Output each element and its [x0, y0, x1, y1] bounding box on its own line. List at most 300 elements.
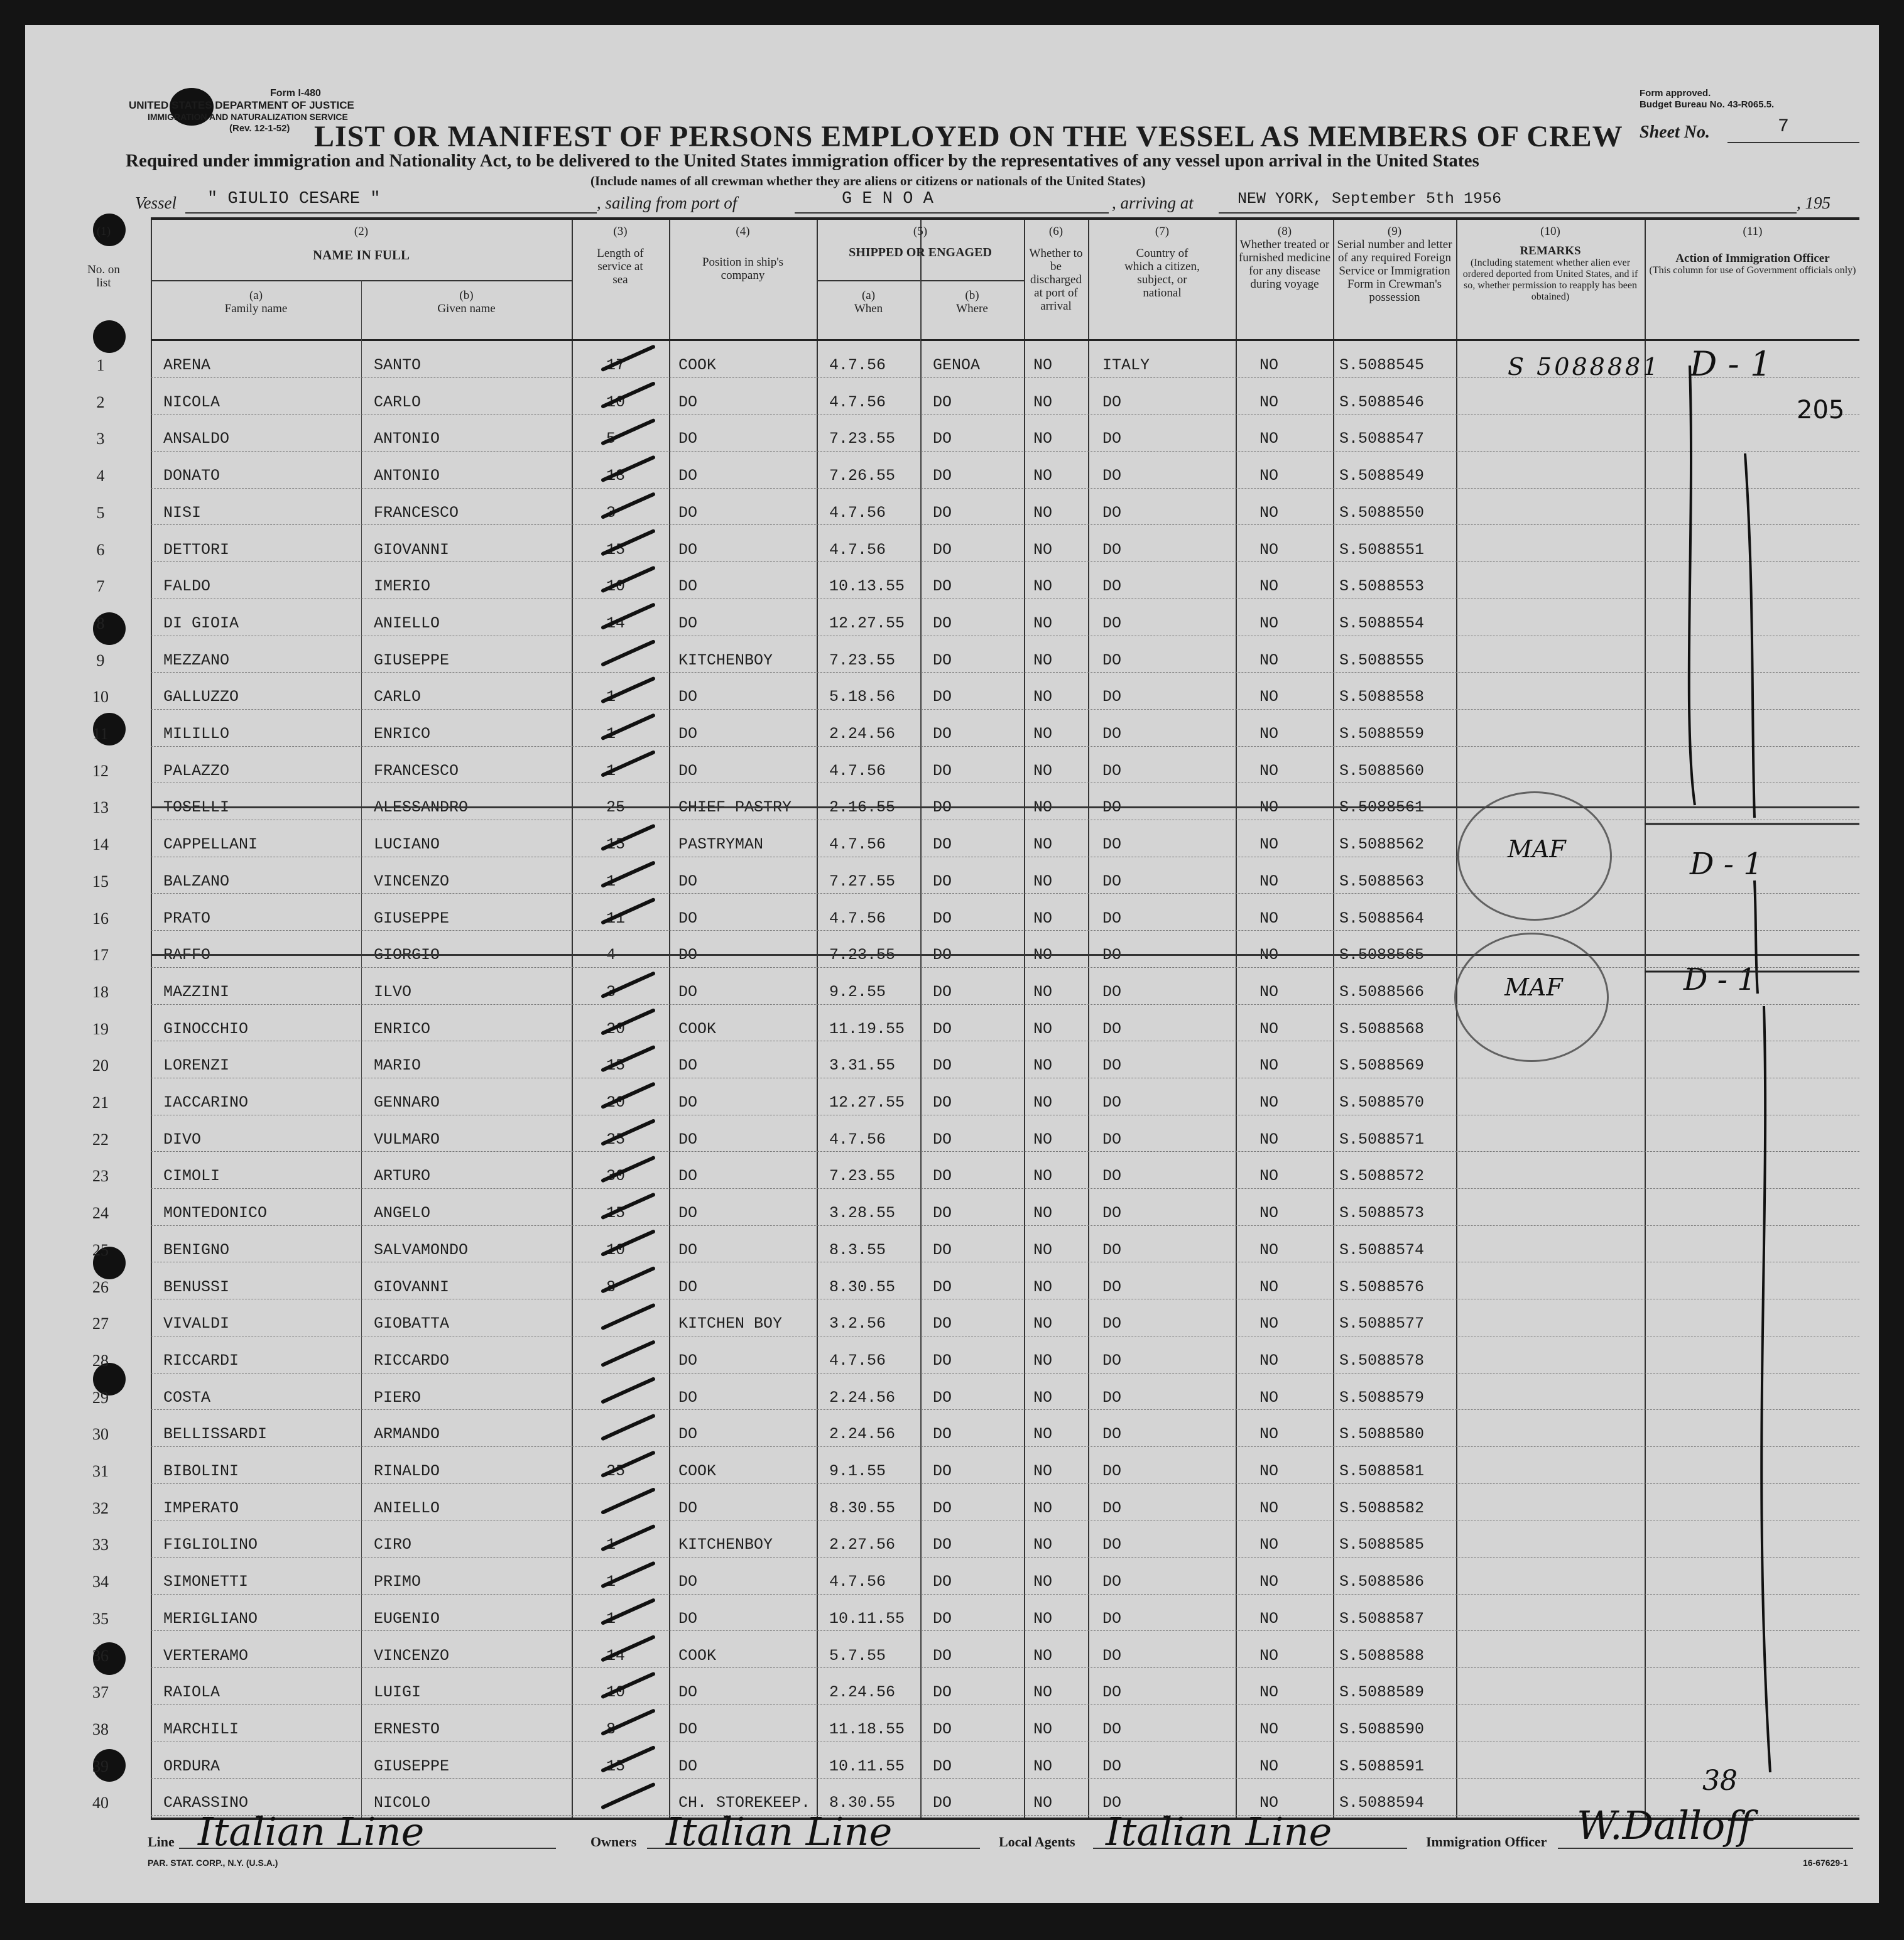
service-cell: 10: [606, 1683, 626, 1702]
row-number: 8: [96, 614, 105, 632]
position-cell: DO: [678, 1757, 698, 1775]
service-cell: 25: [606, 1462, 626, 1480]
col6-label: Whether to be discharged at port of arrival: [1029, 247, 1083, 313]
row-number: 29: [92, 1388, 109, 1407]
discharge-cell: NO: [1033, 1536, 1053, 1554]
shipped-when-cell: 2.24.56: [829, 1388, 896, 1407]
serial-number-cell: S.5088570: [1339, 1093, 1425, 1112]
discharge-cell: NO: [1033, 909, 1053, 928]
service-pen-marks: [572, 340, 823, 1815]
col2b-header: [361, 289, 572, 315]
manifest-page: [25, 25, 1879, 1903]
shipped-when-cell: 4.7.56: [829, 1130, 886, 1149]
family-name-cell: CIMOLI: [163, 1167, 220, 1186]
family-name-cell: DONATO: [163, 467, 220, 485]
row-number: 34: [92, 1573, 109, 1591]
medicine-cell: NO: [1259, 1130, 1279, 1149]
country-cell: DO: [1102, 1388, 1122, 1407]
given-name-cell: FRANCESCO: [374, 761, 459, 780]
family-name-cell: RICCARDI: [163, 1351, 239, 1370]
serial-number-cell: S.5088559: [1339, 725, 1425, 743]
discharge-cell: NO: [1033, 1314, 1053, 1333]
vessel-label: Vessel: [135, 193, 177, 212]
pen-slash: [603, 1527, 653, 1549]
position-cell: DO: [678, 1388, 698, 1407]
position-cell: DO: [678, 688, 698, 707]
discharge-cell: NO: [1033, 651, 1053, 669]
family-name-cell: SIMONETTI: [163, 1573, 249, 1591]
table-row: [92, 672, 1859, 710]
country-cell: DO: [1102, 1130, 1122, 1149]
family-name-cell: FALDO: [163, 577, 211, 596]
col2a-header: [151, 289, 361, 315]
port-underline: [795, 212, 1109, 214]
col2-number: (2): [354, 225, 369, 238]
medicine-cell: NO: [1259, 1462, 1279, 1480]
row-number: 14: [92, 835, 109, 854]
pen-slash: [603, 1195, 653, 1217]
given-name-cell: MARIO: [374, 1056, 422, 1075]
row-number: 39: [92, 1757, 109, 1775]
discharge-cell: NO: [1033, 688, 1053, 707]
shipped-where-cell: DO: [933, 1462, 952, 1480]
shipped-when-cell: 2.27.56: [829, 1536, 896, 1554]
serial-number-cell: S.5088589: [1339, 1683, 1425, 1702]
position-cell: CHIEF PASTRY: [678, 798, 792, 817]
col3-number: (3): [613, 225, 628, 238]
family-name-cell: TOSELLI: [163, 798, 230, 817]
shipped-where-cell: DO: [933, 503, 952, 522]
family-name-cell: VERTERAMO: [163, 1646, 249, 1665]
country-cell: DO: [1102, 503, 1122, 522]
serial-number-cell: S.5088587: [1339, 1609, 1425, 1628]
discharge-cell: NO: [1033, 1794, 1053, 1813]
shipped-where-cell: DO: [933, 1425, 952, 1444]
service-cell: 3: [606, 982, 616, 1001]
family-name-cell: MERIGLIANO: [163, 1609, 258, 1628]
medicine-cell: NO: [1259, 1425, 1279, 1444]
pen-slash: [603, 1785, 653, 1807]
agents-signature: Italian Line: [1106, 1809, 1332, 1855]
col7-header: [1091, 225, 1234, 300]
shipped-when-cell: 4.7.56: [829, 835, 886, 854]
table-row: [92, 1262, 1859, 1300]
country-cell: DO: [1102, 1498, 1122, 1517]
shipped-when-cell: 2.16.55: [829, 798, 896, 817]
sailing-port: G E N O A: [842, 190, 933, 209]
discharge-cell: NO: [1033, 1462, 1053, 1480]
serial-number-cell: S.5088594: [1339, 1794, 1425, 1813]
row-number: 17: [92, 946, 109, 965]
table-row: [96, 561, 1859, 599]
col11-number: (11): [1743, 225, 1763, 238]
col4-label: Position in ship's company: [702, 256, 784, 282]
country-cell: DO: [1102, 1019, 1122, 1038]
given-name-cell: VULMARO: [374, 1130, 440, 1149]
shipped-where-cell: DO: [933, 1314, 952, 1333]
table-row: [92, 1115, 1859, 1152]
position-cell: DO: [678, 1204, 698, 1223]
inspector-bracket-lines: [1645, 340, 1859, 1815]
shipped-where-cell: DO: [933, 540, 952, 559]
service-cell: 1: [606, 1609, 616, 1628]
medicine-cell: NO: [1259, 1720, 1279, 1738]
given-name-cell: IMERIO: [374, 577, 431, 596]
shipped-when-cell: 4.7.56: [829, 1351, 886, 1370]
serial-number-cell: S.5088547: [1339, 430, 1425, 448]
country-cell: DO: [1102, 982, 1122, 1001]
discharge-cell: NO: [1033, 835, 1053, 854]
given-name-cell: SALVAMONDO: [374, 1240, 469, 1259]
position-cell: DO: [678, 725, 698, 743]
country-cell: DO: [1102, 1093, 1122, 1112]
col2a-number: (a): [249, 289, 263, 302]
row-number: 19: [92, 1019, 109, 1038]
serial-number-cell: S.5088562: [1339, 835, 1425, 854]
inspector-mark-3: D - 1: [1684, 962, 1756, 997]
country-cell: DO: [1102, 1351, 1122, 1370]
row-number: 6: [96, 540, 105, 559]
pen-slash: [603, 1453, 653, 1475]
given-name-cell: VINCENZO: [374, 872, 450, 891]
country-cell: DO: [1102, 1240, 1122, 1259]
discharge-cell: NO: [1033, 1425, 1053, 1444]
discharge-cell: NO: [1033, 1167, 1053, 1186]
col5-label: SHIPPED OR ENGAGED: [849, 246, 992, 259]
family-name-cell: IMPERATO: [163, 1498, 239, 1517]
row-number: 11: [92, 725, 109, 743]
budget-bureau: Budget Bureau No. 43-R065.5.: [1640, 99, 1775, 110]
table-row: [92, 1041, 1859, 1078]
shipped-where-cell: DO: [933, 430, 952, 448]
position-cell: DO: [678, 1498, 698, 1517]
given-name-cell: ANGELO: [374, 1204, 431, 1223]
col2a-label: Family name: [224, 302, 288, 315]
country-cell: DO: [1102, 909, 1122, 928]
discharge-cell: NO: [1033, 872, 1053, 891]
discharge-cell: NO: [1033, 1683, 1053, 1702]
family-name-cell: MARCHILI: [163, 1720, 239, 1738]
family-name-cell: RAFFO: [163, 946, 211, 965]
col10-label: REMARKS: [1520, 244, 1581, 257]
form-number: Form I-480: [270, 88, 321, 99]
col4-number: (4): [736, 225, 750, 238]
service-cell: 15: [606, 1757, 626, 1775]
discharge-cell: NO: [1033, 1720, 1053, 1738]
discharge-cell: NO: [1033, 356, 1053, 374]
country-cell: DO: [1102, 1646, 1122, 1665]
discharge-cell: NO: [1033, 1130, 1053, 1149]
year-suffix: , 195: [1797, 193, 1831, 212]
discharge-cell: NO: [1033, 503, 1053, 522]
position-cell: DO: [678, 1240, 698, 1259]
serial-number-cell: S.5088569: [1339, 1056, 1425, 1075]
inspector-mark-1: D - 1: [1690, 344, 1772, 384]
family-name-cell: PRATO: [163, 909, 211, 928]
position-cell: DO: [678, 946, 698, 965]
table-row: [92, 1520, 1859, 1558]
service-cell: 10: [606, 577, 626, 596]
pen-slash: [603, 1563, 653, 1586]
row-number: 38: [92, 1720, 109, 1738]
shipped-where-cell: DO: [933, 1351, 952, 1370]
col2-label: NAME IN FULL: [312, 247, 410, 263]
discharge-cell: NO: [1033, 614, 1053, 632]
given-name-cell: CIRO: [374, 1536, 412, 1554]
serial-number-cell: S.5088563: [1339, 872, 1425, 891]
given-name-cell: ENRICO: [374, 1019, 431, 1038]
row-number: 35: [92, 1609, 109, 1628]
shipped-where-cell: DO: [933, 761, 952, 780]
include-note: (Include names of all crewman whether they are aliens or citizens or nationals of the United States): [590, 173, 1146, 188]
family-name-cell: BALZANO: [163, 872, 230, 891]
country-cell: DO: [1102, 540, 1122, 559]
country-cell: DO: [1102, 1277, 1122, 1296]
line-signature: Italian Line: [198, 1809, 425, 1855]
col9-header: [1334, 225, 1455, 304]
row-number: 23: [92, 1167, 109, 1186]
vessel-name: " GIULIO CESARE ": [207, 190, 381, 209]
serial-number-cell: S.5088577: [1339, 1314, 1425, 1333]
row-number: 24: [92, 1204, 109, 1223]
country-cell: DO: [1102, 725, 1122, 743]
country-cell: DO: [1102, 1794, 1122, 1813]
family-name-cell: RAIOLA: [163, 1683, 220, 1702]
row-number: 28: [92, 1351, 109, 1370]
shipped-when-cell: 5.18.56: [829, 688, 896, 707]
col1-number: (1): [96, 225, 111, 238]
discharge-cell: NO: [1033, 577, 1053, 596]
discharge-cell: NO: [1033, 761, 1053, 780]
col5-number: (5): [913, 225, 928, 238]
shipped-when-cell: 9.1.55: [829, 1462, 886, 1480]
given-name-cell: CARLO: [374, 688, 422, 707]
row-number: 7: [96, 577, 105, 596]
shipped-when-cell: 10.11.55: [829, 1757, 905, 1775]
pen-slash: [603, 1600, 653, 1623]
medicine-cell: NO: [1259, 725, 1279, 743]
table-row: [92, 930, 1859, 968]
family-name-cell: BELLISSARDI: [163, 1425, 268, 1444]
row-number: 26: [92, 1277, 109, 1296]
medicine-cell: NO: [1259, 467, 1279, 485]
given-name-cell: GIORGIO: [374, 946, 440, 965]
given-name-cell: VINCENZO: [374, 1646, 450, 1665]
table-row: [92, 1446, 1859, 1484]
shipped-when-cell: 5.7.55: [829, 1646, 886, 1665]
col11-note: (This column for use of Government officials only): [1649, 265, 1856, 276]
discharge-cell: NO: [1033, 1240, 1053, 1259]
col1-label: No. on list: [87, 263, 120, 290]
shipped-where-cell: DO: [933, 1757, 952, 1775]
shipped-when-cell: 4.7.56: [829, 503, 886, 522]
given-name-cell: RICCARDO: [374, 1351, 450, 1370]
service-cell: 8: [606, 1720, 616, 1738]
shipped-when-cell: 2.24.56: [829, 1425, 896, 1444]
shipped-where-cell: DO: [933, 1720, 952, 1738]
table-row: [92, 1336, 1859, 1374]
shipped-when-cell: 9.2.55: [829, 982, 886, 1001]
col9-number: (9): [1387, 225, 1402, 238]
country-cell: DO: [1102, 614, 1122, 632]
discharge-cell: NO: [1033, 1609, 1053, 1628]
stamp-initials: MAF: [1508, 835, 1566, 863]
form-title: LIST OR MANIFEST OF PERSONS EMPLOYED ON THE VESSEL AS MEMBERS OF CREW: [314, 120, 1623, 153]
strike-through-line: [151, 954, 1859, 956]
pen-slash: [603, 752, 653, 775]
serial-number-cell: S.5088588: [1339, 1646, 1425, 1665]
table-row: [96, 525, 1859, 563]
pen-slash: [603, 568, 653, 590]
country-cell: DO: [1102, 577, 1122, 596]
shipped-where-cell: DO: [933, 1536, 952, 1554]
position-cell: DO: [678, 982, 698, 1001]
row-number: 30: [92, 1425, 109, 1444]
agents-label: Local Agents: [999, 1834, 1075, 1850]
shipped-when-cell: 3.31.55: [829, 1056, 896, 1075]
col9-label: Serial number and letter of any required Foreign Service or Immigration Form in Crewman's possession: [1337, 238, 1452, 304]
pen-slash: [603, 1232, 653, 1254]
shipped-when-cell: 4.7.56: [829, 356, 886, 374]
medicine-cell: NO: [1259, 577, 1279, 596]
serial-number-cell: S.5088545: [1339, 356, 1425, 374]
pen-slash: [603, 1342, 653, 1365]
serial-number-cell: S.5088571: [1339, 1130, 1425, 1149]
serial-number-cell: S.5088558: [1339, 688, 1425, 707]
shipped-where-cell: DO: [933, 1277, 952, 1296]
discharge-cell: NO: [1033, 1646, 1053, 1665]
position-cell: DO: [678, 1093, 698, 1112]
pen-slash: [603, 826, 653, 848]
page-number-handwritten: 205: [1797, 396, 1845, 425]
row-number: 37: [92, 1683, 109, 1702]
country-cell: ITALY: [1102, 356, 1150, 374]
col5b-header: [920, 289, 1024, 315]
country-cell: DO: [1102, 651, 1122, 669]
family-name-cell: VIVALDI: [163, 1314, 230, 1333]
discharge-cell: NO: [1033, 946, 1053, 965]
given-name-cell: EUGENIO: [374, 1609, 440, 1628]
shipped-where-cell: DO: [933, 1204, 952, 1223]
pen-slash: [603, 494, 653, 517]
row-number: 36: [92, 1646, 109, 1665]
position-cell: DO: [678, 1720, 698, 1738]
shipped-where-cell: DO: [933, 1646, 952, 1665]
shipped-where-cell: DO: [933, 835, 952, 854]
pen-slash: [603, 531, 653, 554]
service-cell: 1: [606, 688, 616, 707]
serial-number-cell: S.5088574: [1339, 1240, 1425, 1259]
position-cell: KITCHEN BOY: [678, 1314, 783, 1333]
serial-number-cell: S.5088590: [1339, 1720, 1425, 1738]
medicine-cell: NO: [1259, 1093, 1279, 1112]
col7-number: (7): [1155, 225, 1170, 238]
medicine-cell: NO: [1259, 1573, 1279, 1591]
pen-slash: [603, 1674, 653, 1696]
row-number: 20: [92, 1056, 109, 1075]
position-cell: DO: [678, 1425, 698, 1444]
table-row: [92, 1594, 1859, 1632]
medicine-cell: NO: [1259, 835, 1279, 854]
sailing-label: , sailing from port of: [597, 193, 737, 212]
position-cell: DO: [678, 577, 698, 596]
shipped-when-cell: 4.7.56: [829, 540, 886, 559]
sheet-label: Sheet No.: [1640, 122, 1710, 142]
position-cell: DO: [678, 1683, 698, 1702]
given-name-cell: GIOVANNI: [374, 1277, 450, 1296]
shipped-when-cell: 7.23.55: [829, 651, 896, 669]
given-name-cell: SANTO: [374, 356, 422, 374]
country-cell: DO: [1102, 1167, 1122, 1186]
discharge-cell: NO: [1033, 1498, 1053, 1517]
row-number: 40: [92, 1794, 109, 1813]
discharge-cell: NO: [1033, 1277, 1053, 1296]
country-cell: DO: [1102, 1204, 1122, 1223]
service-cell: 10: [606, 393, 626, 411]
printer-imprint: PAR. STAT. CORP., N.Y. (U.S.A.): [148, 1858, 278, 1868]
shipped-when-cell: 11.18.55: [829, 1720, 905, 1738]
country-cell: DO: [1102, 798, 1122, 817]
shipped-where-cell: DO: [933, 1093, 952, 1112]
row-number: 16: [92, 909, 109, 928]
given-name-cell: ERNESTO: [374, 1720, 440, 1738]
form-approved: Form approved.: [1640, 88, 1711, 99]
shipped-when-cell: 2.24.56: [829, 1683, 896, 1702]
serial-number-cell: S.5088560: [1339, 761, 1425, 780]
medicine-cell: NO: [1259, 1314, 1279, 1333]
serial-number-cell: S.5088573: [1339, 1204, 1425, 1223]
serial-number-cell: S.5088591: [1339, 1757, 1425, 1775]
pen-slash: [603, 1305, 653, 1328]
position-cell: DO: [678, 761, 698, 780]
table-row: [92, 1704, 1859, 1742]
service-cell: 10: [606, 1240, 626, 1259]
serial-number-cell: S.5088576: [1339, 1277, 1425, 1296]
discharge-cell: NO: [1033, 1056, 1053, 1075]
discharge-cell: NO: [1033, 1204, 1053, 1223]
shipped-where-cell: DO: [933, 1498, 952, 1517]
position-cell: COOK: [678, 356, 717, 374]
shipped-when-cell: 7.27.55: [829, 872, 896, 891]
medicine-cell: NO: [1259, 1019, 1279, 1038]
row-number: 2: [96, 393, 105, 411]
given-name-cell: GIOVANNI: [374, 540, 450, 559]
remark-serial-handwritten: S 5088881: [1508, 353, 1661, 381]
given-name-cell: ANIELLO: [374, 614, 440, 632]
country-cell: DO: [1102, 1573, 1122, 1591]
row-number: 13: [92, 798, 109, 817]
position-cell: DO: [678, 909, 698, 928]
family-name-cell: MAZZINI: [163, 982, 230, 1001]
family-name-cell: ORDURA: [163, 1757, 220, 1775]
shipped-where-cell: DO: [933, 1609, 952, 1628]
service-cell: 1: [606, 761, 616, 780]
row-number: 33: [92, 1536, 109, 1554]
service-cell: 17: [606, 356, 626, 374]
country-cell: DO: [1102, 1536, 1122, 1554]
shipped-where-cell: DO: [933, 725, 952, 743]
position-cell: DO: [678, 872, 698, 891]
shipped-when-cell: 8.30.55: [829, 1277, 896, 1296]
col5a-header: [817, 289, 920, 315]
col8-number: (8): [1277, 225, 1292, 238]
service-cell: 15: [606, 540, 626, 559]
col6-number: (6): [1048, 225, 1064, 238]
serial-number-cell: S.5088586: [1339, 1573, 1425, 1591]
shipped-where-cell: DO: [933, 1240, 952, 1259]
table-row: [92, 1667, 1859, 1705]
shipped-when-cell: 7.23.55: [829, 430, 896, 448]
